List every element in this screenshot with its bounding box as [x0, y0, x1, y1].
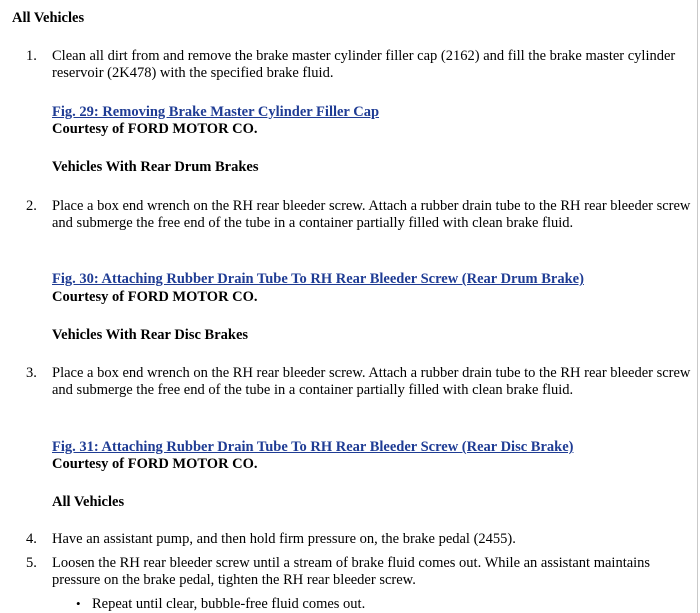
step-number: 1. — [26, 48, 37, 64]
step-number: 2. — [26, 198, 37, 214]
step-text: Loosen the RH rear bleeder screw until a stream of brake fluid comes out. While an assistant maintains pressure on the brake pedal, tighten the RH rear bleeder screw. — [52, 555, 651, 588]
section-heading-all-vehicles: All Vehicles — [52, 494, 125, 510]
step-number: 3. — [26, 365, 37, 381]
section-heading-all-vehicles: All Vehicles — [12, 10, 85, 26]
figure-link[interactable]: Fig. 30: Attaching Rubber Drain Tube To RH Rear Bleeder Screw (Rear Drum Brake) — [52, 271, 584, 287]
step-text: Have an assistant pump, and then hold firm pressure on, the brake pedal (2455). — [52, 531, 516, 547]
step-text: Place a box end wrench on the RH rear bleeder screw. Attach a rubber drain tube to the RH rear bleeder screw and submerge the free end of the tube in a container partially filled with clean brake fluid. — [52, 198, 691, 231]
bullet-text: Repeat until clear, bubble-free fluid comes out. — [92, 596, 366, 612]
figure-courtesy: Courtesy of FORD MOTOR CO. — [52, 121, 258, 137]
figure-link[interactable]: Fig. 29: Removing Brake Master Cylinder Filler Cap — [52, 104, 380, 120]
step-text: Place a box end wrench on the RH rear bleeder screw. Attach a rubber drain tube to the RH rear bleeder screw and submerge the free end of the tube in a container partially filled with clean brake fluid. — [52, 365, 691, 398]
step-number: 5. — [26, 555, 37, 571]
section-heading-rear-disc: Vehicles With Rear Disc Brakes — [52, 327, 249, 343]
bullet-icon: • — [76, 596, 81, 611]
section-heading-rear-drum: Vehicles With Rear Drum Brakes — [52, 159, 259, 175]
bullet-item — [76, 595, 365, 613]
figure-courtesy: Courtesy of FORD MOTOR CO. — [52, 289, 258, 305]
figure-link[interactable]: Fig. 31: Attaching Rubber Drain Tube To RH Rear Bleeder Screw (Rear Disc Brake) — [52, 439, 574, 455]
figure-courtesy: Courtesy of FORD MOTOR CO. — [52, 456, 258, 472]
step-number: 4. — [26, 531, 37, 547]
step-text: Clean all dirt from and remove the brake master cylinder filler cap (2162) and fill the brake master cylinder reservoir (2K478) with the specified brake fluid. — [52, 48, 676, 81]
